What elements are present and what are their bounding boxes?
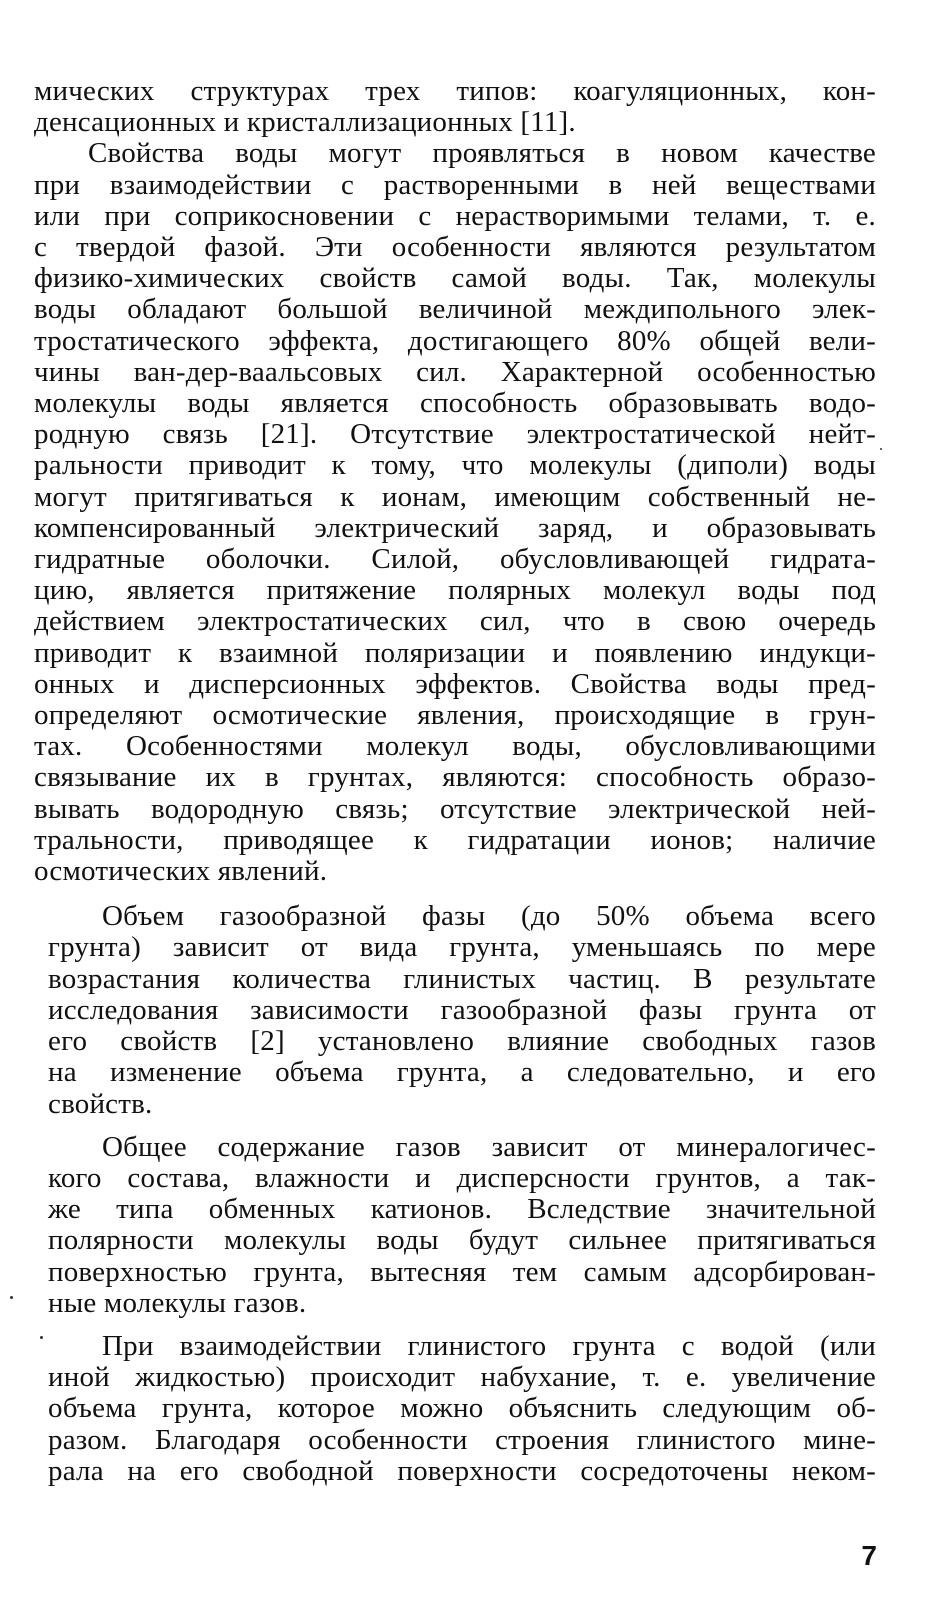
text-line: онных и дисперсионных эффектов. Свойства воды пред- bbox=[34, 667, 876, 700]
text-line: тах. Особенностями молекул воды, обусловливающими bbox=[34, 730, 876, 763]
text-line: физико-химических свойств самой воды. Так, молекулы bbox=[34, 262, 876, 295]
page-body bbox=[34, 76, 876, 1487]
text-line: определяют осмотические явления, происходящие в грун- bbox=[34, 699, 876, 732]
paragraph-4 bbox=[48, 1132, 876, 1319]
text-line: на изменение объема грунта, а следовательно, и его bbox=[48, 1056, 876, 1089]
text-line: при взаимодействии с растворенными в ней веществами bbox=[34, 168, 876, 201]
text-line: грунта) зависит от вида грунта, уменьшаясь по мере bbox=[48, 931, 876, 964]
text-line: рала на его свободной поверхности сосредоточены неком- bbox=[48, 1454, 876, 1487]
paragraph-3 bbox=[48, 901, 876, 1119]
text-line: разом. Благодаря особенности строения глинистого мине- bbox=[48, 1423, 876, 1456]
text-line: тростатического эффекта, достигающего 80% общей вели- bbox=[34, 324, 876, 357]
print-speck bbox=[880, 448, 882, 450]
text-line: ральности приводит к тому, что молекулы (диполи) воды bbox=[34, 449, 876, 482]
text-line: Объем газообразной фазы (до 50% объема всего bbox=[102, 900, 876, 933]
paragraph-2 bbox=[34, 138, 876, 887]
text-line: Общее содержание газов зависит от минералогичес- bbox=[102, 1130, 876, 1163]
text-line: свойств. bbox=[48, 1087, 153, 1120]
text-line: молекулы воды является способность образовывать водо- bbox=[34, 387, 876, 420]
text-line: компенсированный электрический заряд, и образовывать bbox=[34, 511, 876, 544]
text-line: При взаимодействии глинистого грунта с водой (или bbox=[102, 1329, 876, 1362]
print-speck bbox=[40, 1336, 43, 1339]
text-line: мических структурах трех типов: коагуляционных, кон- bbox=[34, 75, 876, 107]
text-line: же типа обменных катионов. Вследствие значительной bbox=[48, 1193, 876, 1226]
paragraph-5 bbox=[48, 1331, 876, 1487]
text-line: связывание их в грунтах, являются: способность образо- bbox=[34, 761, 876, 794]
paragraph-1 bbox=[34, 76, 876, 138]
text-line: Свойства воды могут проявляться в новом качестве bbox=[88, 137, 876, 170]
text-line: или при соприкосновении с нерастворимыми телами, т. е. bbox=[34, 199, 876, 232]
text-line: родную связь [21]. Отсутствие электростатической нейт- bbox=[34, 418, 876, 451]
text-line: возрастания количества глинистых частиц. В результате bbox=[48, 962, 876, 995]
text-line: гидратные оболочки. Силой, обусловливающей гидрата- bbox=[34, 543, 876, 576]
text-line: его свойств [2] установлено влияние свободных газов bbox=[48, 1025, 876, 1058]
print-speck bbox=[10, 1296, 13, 1299]
text-line: полярности молекулы воды будут сильнее притягиваться bbox=[48, 1224, 876, 1257]
text-line: с твердой фазой. Эти особенности являются результатом bbox=[34, 231, 876, 264]
text-line: кого состава, влажности и дисперсности грунтов, а так- bbox=[48, 1161, 876, 1194]
text-line: осмотических явлений. bbox=[34, 855, 328, 888]
text-line: поверхностью грунта, вытесняя тем самым адсорбирован- bbox=[48, 1255, 876, 1288]
text-line: тральности, приводящее к гидратации ионов; наличие bbox=[34, 823, 876, 856]
text-line: иной жидкостью) происходит набухание, т. е. увеличение bbox=[48, 1361, 876, 1394]
text-line: вывать водородную связь; отсутствие электрической ней- bbox=[34, 792, 876, 825]
text-line: могут притягиваться к ионам, имеющим собственный не- bbox=[34, 480, 876, 513]
text-line: приводит к взаимной поляризации и появлению индукци- bbox=[34, 636, 876, 669]
text-line: исследования зависимости газообразной фазы грунта от bbox=[48, 993, 876, 1026]
text-line: цию, является притяжение полярных молекул воды под bbox=[34, 574, 876, 607]
text-line: действием электростатических сил, что в свою очередь bbox=[34, 605, 876, 638]
text-line: чины ван-дер-ваальсовых сил. Характерной особенностью bbox=[34, 355, 876, 388]
text-line: воды обладают большой величиной междипольного элек- bbox=[34, 293, 876, 326]
page-number: 7 bbox=[861, 1540, 877, 1571]
text-line: объема грунта, которое можно объяснить следующим об- bbox=[48, 1392, 876, 1425]
text-line: ные молекулы газов. bbox=[48, 1286, 307, 1319]
text-line: денсационных и кристаллизационных [11]. bbox=[34, 106, 576, 139]
